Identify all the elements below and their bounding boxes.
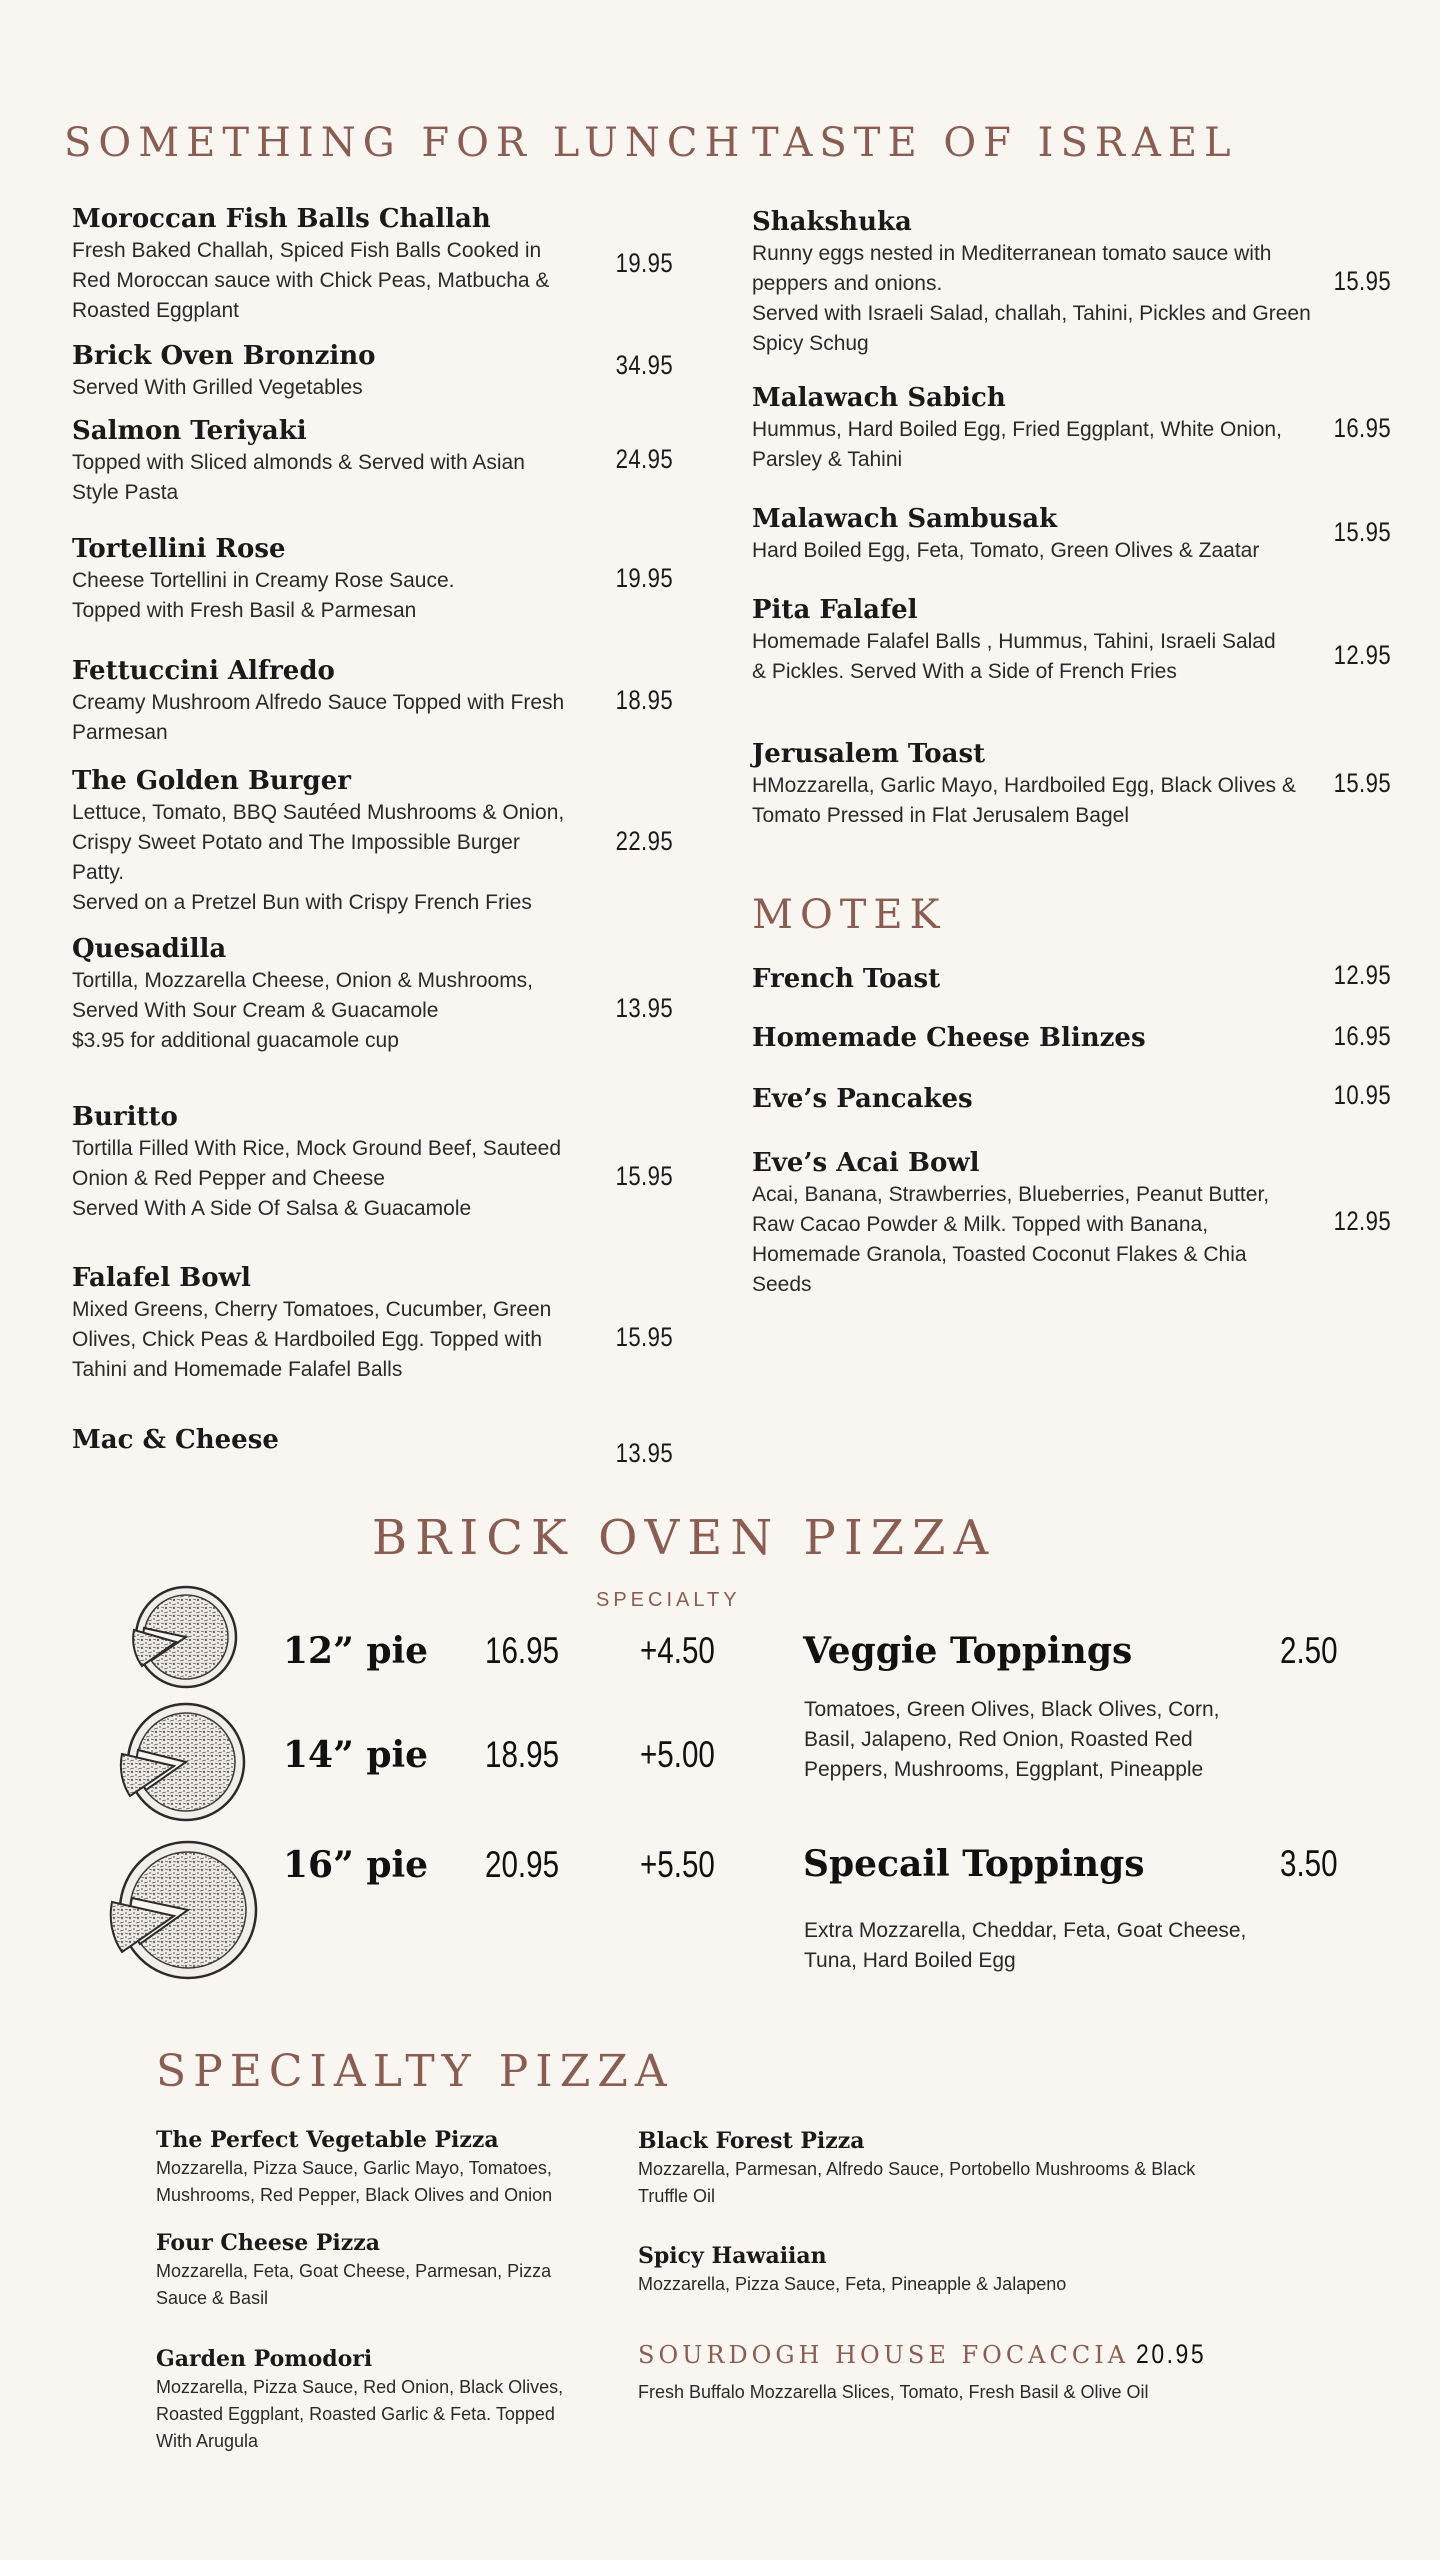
- item-price: 10.95: [1333, 1080, 1391, 1110]
- item-name: Quesadilla: [72, 934, 227, 964]
- specialty-pizza-item: [156, 2228, 616, 2312]
- section-title-lunch: SOMETHING FOR LUNCH: [64, 120, 747, 166]
- item-name: Moroccan Fish Balls Challah: [72, 204, 491, 234]
- item-name: Pita Falafel: [752, 595, 918, 625]
- focaccia-description: Fresh Buffalo Mozzarella Slices, Tomato, Fresh Basil & Olive Oil: [638, 2382, 1149, 2402]
- item-price: 13.95: [615, 1438, 673, 1468]
- specialty-pizza-item: [638, 2126, 1298, 2210]
- section-title-israel: TASTE OF ISRAEL: [752, 120, 1238, 166]
- item-name: Fettuccini Alfredo: [72, 656, 335, 686]
- item-name: French Toast: [752, 964, 941, 994]
- item-description: Homemade Falafel Balls , Hummus, Tahini, Israeli Salad & Pickles. Served With a Side of French Fries: [752, 630, 1276, 683]
- pizza-illustration-icon: [124, 1582, 248, 1692]
- item-description: Tortilla, Mozzarella Cheese, Onion & Mushrooms, Served With Sour Cream & Guacamole $3.95 for additional guacamole cup: [72, 969, 534, 1052]
- menu-item: [752, 593, 1332, 687]
- item-price: 12.95: [1333, 960, 1391, 990]
- topping-price: 3.50: [1280, 1843, 1338, 1884]
- menu-item: [752, 502, 1332, 566]
- pizza-name: Spicy Hawaiian: [638, 2243, 827, 2269]
- item-price: 15.95: [1333, 768, 1391, 798]
- item-name: Tortellini Rose: [72, 534, 286, 564]
- item-description: Runny eggs nested in Mediterranean tomato sauce with peppers and onions. Served with Israeli Salad, challah, Tahini, Pickles and Green Spicy Schug: [752, 242, 1311, 355]
- pizza-name: Black Forest Pizza: [638, 2128, 865, 2154]
- item-name: Salmon Teriyaki: [72, 416, 307, 446]
- menu-item: [72, 414, 612, 508]
- pizza-description: Mozzarella, Parmesan, Alfredo Sauce, Portobello Mushrooms & Black Truffle Oil: [638, 2159, 1196, 2206]
- item-price: 19.95: [615, 248, 673, 278]
- section-title-brick-oven: BRICK OVEN PIZZA: [371, 1510, 997, 1566]
- pizza-name: Four Cheese Pizza: [156, 2230, 381, 2256]
- pizza-name: Garden Pomodori: [156, 2346, 373, 2372]
- item-price: 13.95: [615, 993, 673, 1023]
- pizza-specialty-price: +5.00: [640, 1734, 715, 1775]
- section-title-motek: MOTEK: [752, 892, 947, 938]
- item-price: 15.95: [615, 1161, 673, 1191]
- specialty-pizza-item: [156, 2344, 616, 2455]
- pizza-size-label: 12” pie: [283, 1630, 429, 1672]
- section-title-specialty-pizza: SPECIALTY PIZZA: [156, 2046, 674, 2097]
- item-name: Shakshuka: [752, 207, 912, 237]
- item-name: Falafel Bowl: [72, 1263, 251, 1293]
- pizza-specialty-price: +5.50: [640, 1844, 715, 1885]
- item-price: 16.95: [1333, 1021, 1391, 1051]
- item-name: Homemade Cheese Blinzes: [752, 1023, 1146, 1053]
- item-description: Mixed Greens, Cherry Tomatoes, Cucumber, Green Olives, Chick Peas & Hardboiled Egg. Topped with Tahini and Homemade Falafel Balls: [72, 1298, 552, 1381]
- pizza-description: Mozzarella, Pizza Sauce, Garlic Mayo, Tomatoes, Mushrooms, Red Pepper, Black Olives and Onion: [156, 2158, 553, 2205]
- item-description: Lettuce, Tomato, BBQ Sautéed Mushrooms & Onion, Crispy Sweet Potato and The Impossible Burger Patty. Served on a Pretzel Bun with Crispy French Fries: [72, 801, 565, 914]
- item-description: Cheese Tortellini in Creamy Rose Sauce. Topped with Fresh Basil & Parmesan: [72, 569, 455, 622]
- menu-item: [752, 737, 1332, 831]
- item-price: 12.95: [1333, 640, 1391, 670]
- item-description: Acai, Banana, Strawberries, Blueberries, Peanut Butter, Raw Cacao Powder & Milk. Topped with Banana, Homemade Granola, Toasted Coconut Flakes & Chia Seeds: [752, 1183, 1270, 1296]
- item-name: Jerusalem Toast: [752, 739, 986, 769]
- menu-item: [752, 1021, 1312, 1055]
- item-name: Malawach Sabich: [752, 383, 1006, 413]
- topping-description: Tomatoes, Green Olives, Black Olives, Corn, Basil, Jalapeno, Red Onion, Roasted Red Peppers, Mushrooms, Eggplant, Pineapple: [804, 1698, 1220, 1781]
- menu-item: [752, 205, 1342, 359]
- focaccia-price: 20.95: [1136, 2339, 1207, 2369]
- item-description: HMozzarella, Garlic Mayo, Hardboiled Egg, Black Olives & Tomato Pressed in Flat Jerusalem Bagel: [752, 774, 1296, 827]
- menu-item: [72, 764, 632, 918]
- item-name: Eve’s Pancakes: [752, 1084, 973, 1114]
- topping-title: Specail Toppings: [803, 1843, 1145, 1885]
- item-description: Hummus, Hard Boiled Egg, Fried Eggplant, White Onion, Parsley & Tahini: [752, 418, 1282, 471]
- item-description: Creamy Mushroom Alfredo Sauce Topped with Fresh Parmesan: [72, 691, 565, 744]
- topping-title: Veggie Toppings: [803, 1630, 1133, 1672]
- menu-item: [752, 1146, 1332, 1300]
- pizza-description: Mozzarella, Pizza Sauce, Feta, Pineapple & Jalapeno: [638, 2274, 1067, 2294]
- pizza-description: Mozzarella, Pizza Sauce, Red Onion, Black Olives, Roasted Eggplant, Roasted Garlic & Feta. Topped With Arugula: [156, 2377, 564, 2451]
- item-price: 15.95: [1333, 517, 1391, 547]
- menu-item: [72, 932, 612, 1056]
- menu-item: [752, 381, 1332, 475]
- menu-item: [752, 1082, 1312, 1116]
- menu-item: [752, 962, 1312, 996]
- item-price: 22.95: [615, 826, 673, 856]
- item-name: Brick Oven Bronzino: [72, 341, 376, 371]
- item-name: Malawach Sambusak: [752, 504, 1058, 534]
- menu-item: [72, 654, 612, 748]
- item-name: Mac & Cheese: [72, 1425, 279, 1455]
- item-name: Eve’s Acai Bowl: [752, 1148, 980, 1178]
- topping-price: 2.50: [1280, 1630, 1338, 1671]
- pizza-size-label: 16” pie: [283, 1844, 429, 1886]
- focaccia-title: SOURDOGH HOUSE FOCACCIA: [638, 2341, 1130, 2369]
- pizza-size-price: 20.95: [485, 1844, 560, 1885]
- item-price: 12.95: [1333, 1206, 1391, 1236]
- item-description: Tortilla Filled With Rice, Mock Ground Beef, Sauteed Onion & Red Pepper and Cheese Served With A Side Of Salsa & Guacamole: [72, 1137, 562, 1220]
- item-price: 34.95: [615, 350, 673, 380]
- menu-item: [72, 1100, 632, 1224]
- item-price: 19.95: [615, 563, 673, 593]
- pizza-name: The Perfect Vegetable Pizza: [156, 2127, 499, 2153]
- item-price: 15.95: [615, 1322, 673, 1352]
- pizza-illustration-icon: [114, 1698, 254, 1826]
- specialty-pizza-item: [156, 2125, 616, 2209]
- item-description: Hard Boiled Egg, Feta, Tomato, Green Olives & Zaatar: [752, 539, 1260, 562]
- item-price: 15.95: [1333, 266, 1391, 296]
- menu-item: [72, 339, 612, 403]
- menu-item: [72, 202, 612, 326]
- pizza-description: Mozzarella, Feta, Goat Cheese, Parmesan, Pizza Sauce & Basil: [156, 2261, 552, 2308]
- menu-item: [72, 532, 612, 626]
- item-description: Fresh Baked Challah, Spiced Fish Balls Cooked in Red Moroccan sauce with Chick Peas, Matbucha & Roasted Eggplant: [72, 239, 550, 322]
- item-name: The Golden Burger: [72, 766, 351, 796]
- pizza-size-price: 16.95: [485, 1630, 560, 1671]
- item-description: Topped with Sliced almonds & Served with Asian Style Pasta: [72, 451, 525, 504]
- topping-description: Extra Mozzarella, Cheddar, Feta, Goat Cheese, Tuna, Hard Boiled Egg: [804, 1919, 1247, 1972]
- item-price: 24.95: [615, 444, 673, 474]
- specialty-column-label: SPECIALTY: [596, 1589, 741, 1611]
- pizza-illustration-icon: [104, 1836, 264, 1984]
- item-price: 16.95: [1333, 413, 1391, 443]
- menu-item: [72, 1261, 612, 1385]
- item-description: Served With Grilled Vegetables: [72, 376, 363, 399]
- item-name: Buritto: [72, 1102, 178, 1132]
- specialty-pizza-item: [638, 2241, 1298, 2298]
- item-price: 18.95: [615, 685, 673, 715]
- pizza-size-label: 14” pie: [283, 1734, 429, 1776]
- pizza-size-price: 18.95: [485, 1734, 560, 1775]
- menu-item: [72, 1423, 612, 1457]
- pizza-specialty-price: +4.50: [640, 1630, 715, 1671]
